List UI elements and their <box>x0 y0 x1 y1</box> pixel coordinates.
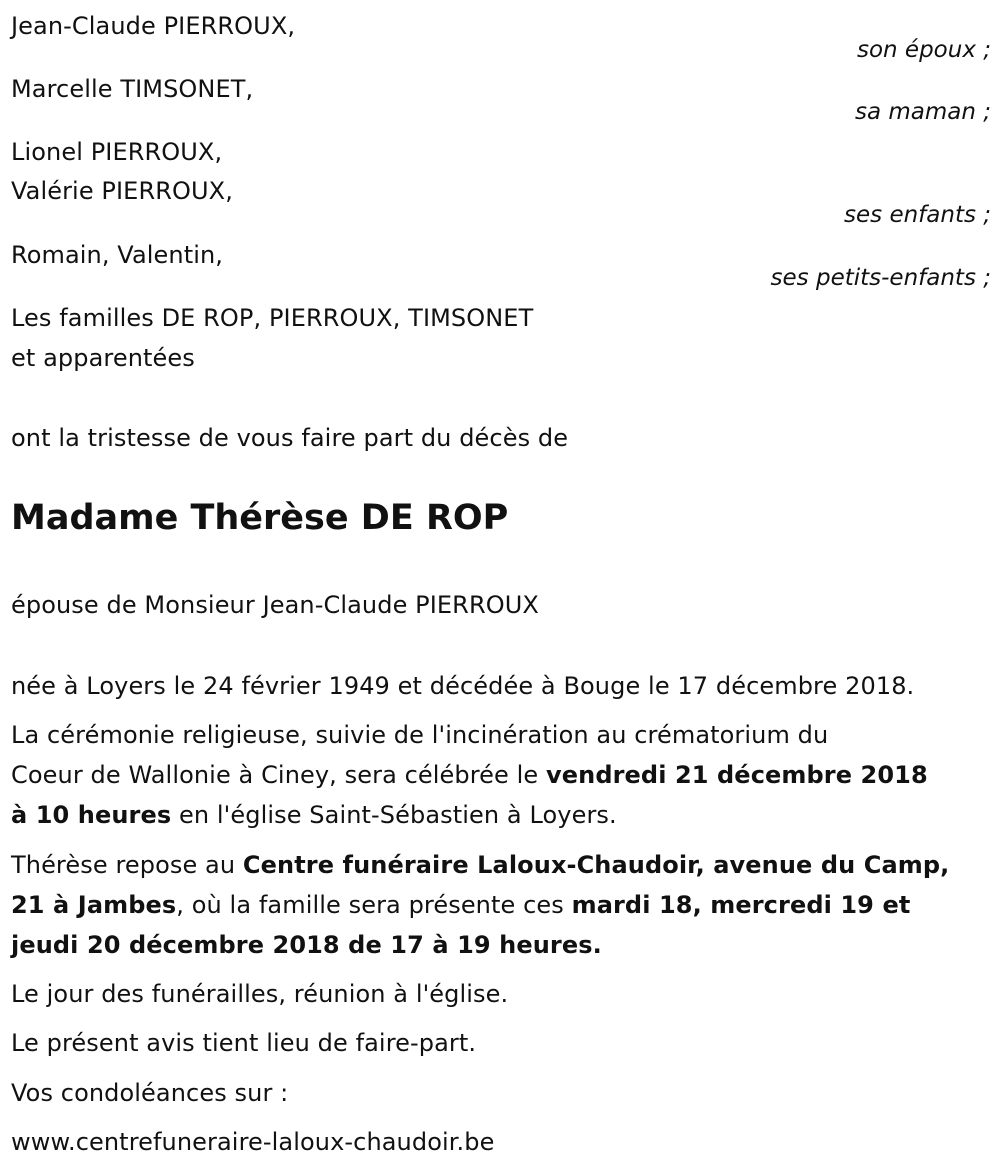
child-name-2: Valérie PIERROUX, <box>11 177 233 205</box>
ceremony-line-3 <box>11 800 617 830</box>
visitation-line-1 <box>11 850 949 880</box>
grandchildren-role: ses petits-enfants ; <box>770 265 991 291</box>
visitation-text: Thérèse repose au <box>11 851 243 879</box>
child-name-1: Lionel PIERROUX, <box>11 138 223 166</box>
mother-name: Marcelle TIMSONET, <box>11 75 254 103</box>
deceased-name: Madame Thérèse DE ROP <box>11 498 509 538</box>
condolences-website[interactable]: www.centrefuneraire-laloux-chaudoir.be <box>11 1128 495 1156</box>
grandchildren-names: Romain, Valentin, <box>11 241 224 269</box>
condolences-label: Vos condoléances sur : <box>11 1079 289 1107</box>
visitation-days: mardi 18, mercredi 19 et <box>571 891 911 919</box>
families-line-2: et apparentées <box>11 344 195 372</box>
children-role: ses enfants ; <box>844 202 991 228</box>
families-line-1: Les familles DE ROP, PIERROUX, TIMSONET <box>11 304 534 332</box>
spouse-role: son époux ; <box>856 37 991 63</box>
notice-text: Le présent avis tient lieu de faire-part. <box>11 1029 477 1057</box>
ceremony-text: Coeur de Wallonie à Ciney, sera célébrée le <box>11 761 547 789</box>
visitation-line-3 <box>11 930 602 960</box>
funeral-home-location: 21 à Jambes <box>11 891 177 919</box>
announcement-intro: ont la tristesse de vous faire part du décès de <box>11 424 569 452</box>
birth-death: née à Loyers le 24 février 1949 et décédée à Bouge le 17 décembre 2018. <box>11 672 915 700</box>
ceremony-time: à 10 heures <box>11 801 172 829</box>
mother-role: sa maman ; <box>854 99 991 125</box>
funeral-home: Centre funéraire Laloux-Chaudoir, avenue du Camp, <box>242 851 950 879</box>
reunion-text: Le jour des funérailles, réunion à l'église. <box>11 980 509 1008</box>
ceremony-location: en l'église Saint-Sébastien à Loyers. <box>171 801 617 829</box>
spouse-name: Jean-Claude PIERROUX, <box>11 12 296 40</box>
ceremony-line-1: La cérémonie religieuse, suivie de l'incinération au crématorium du <box>11 721 829 749</box>
visitation-dates: jeudi 20 décembre 2018 de 17 à 19 heures. <box>11 931 602 959</box>
visitation-mid-text: , où la famille sera présente ces <box>176 891 572 919</box>
ceremony-date: vendredi 21 décembre 2018 <box>546 761 928 789</box>
visitation-line-2 <box>11 890 910 920</box>
spouse-of: épouse de Monsieur Jean-Claude PIERROUX <box>11 591 539 619</box>
ceremony-line-2 <box>11 760 928 790</box>
